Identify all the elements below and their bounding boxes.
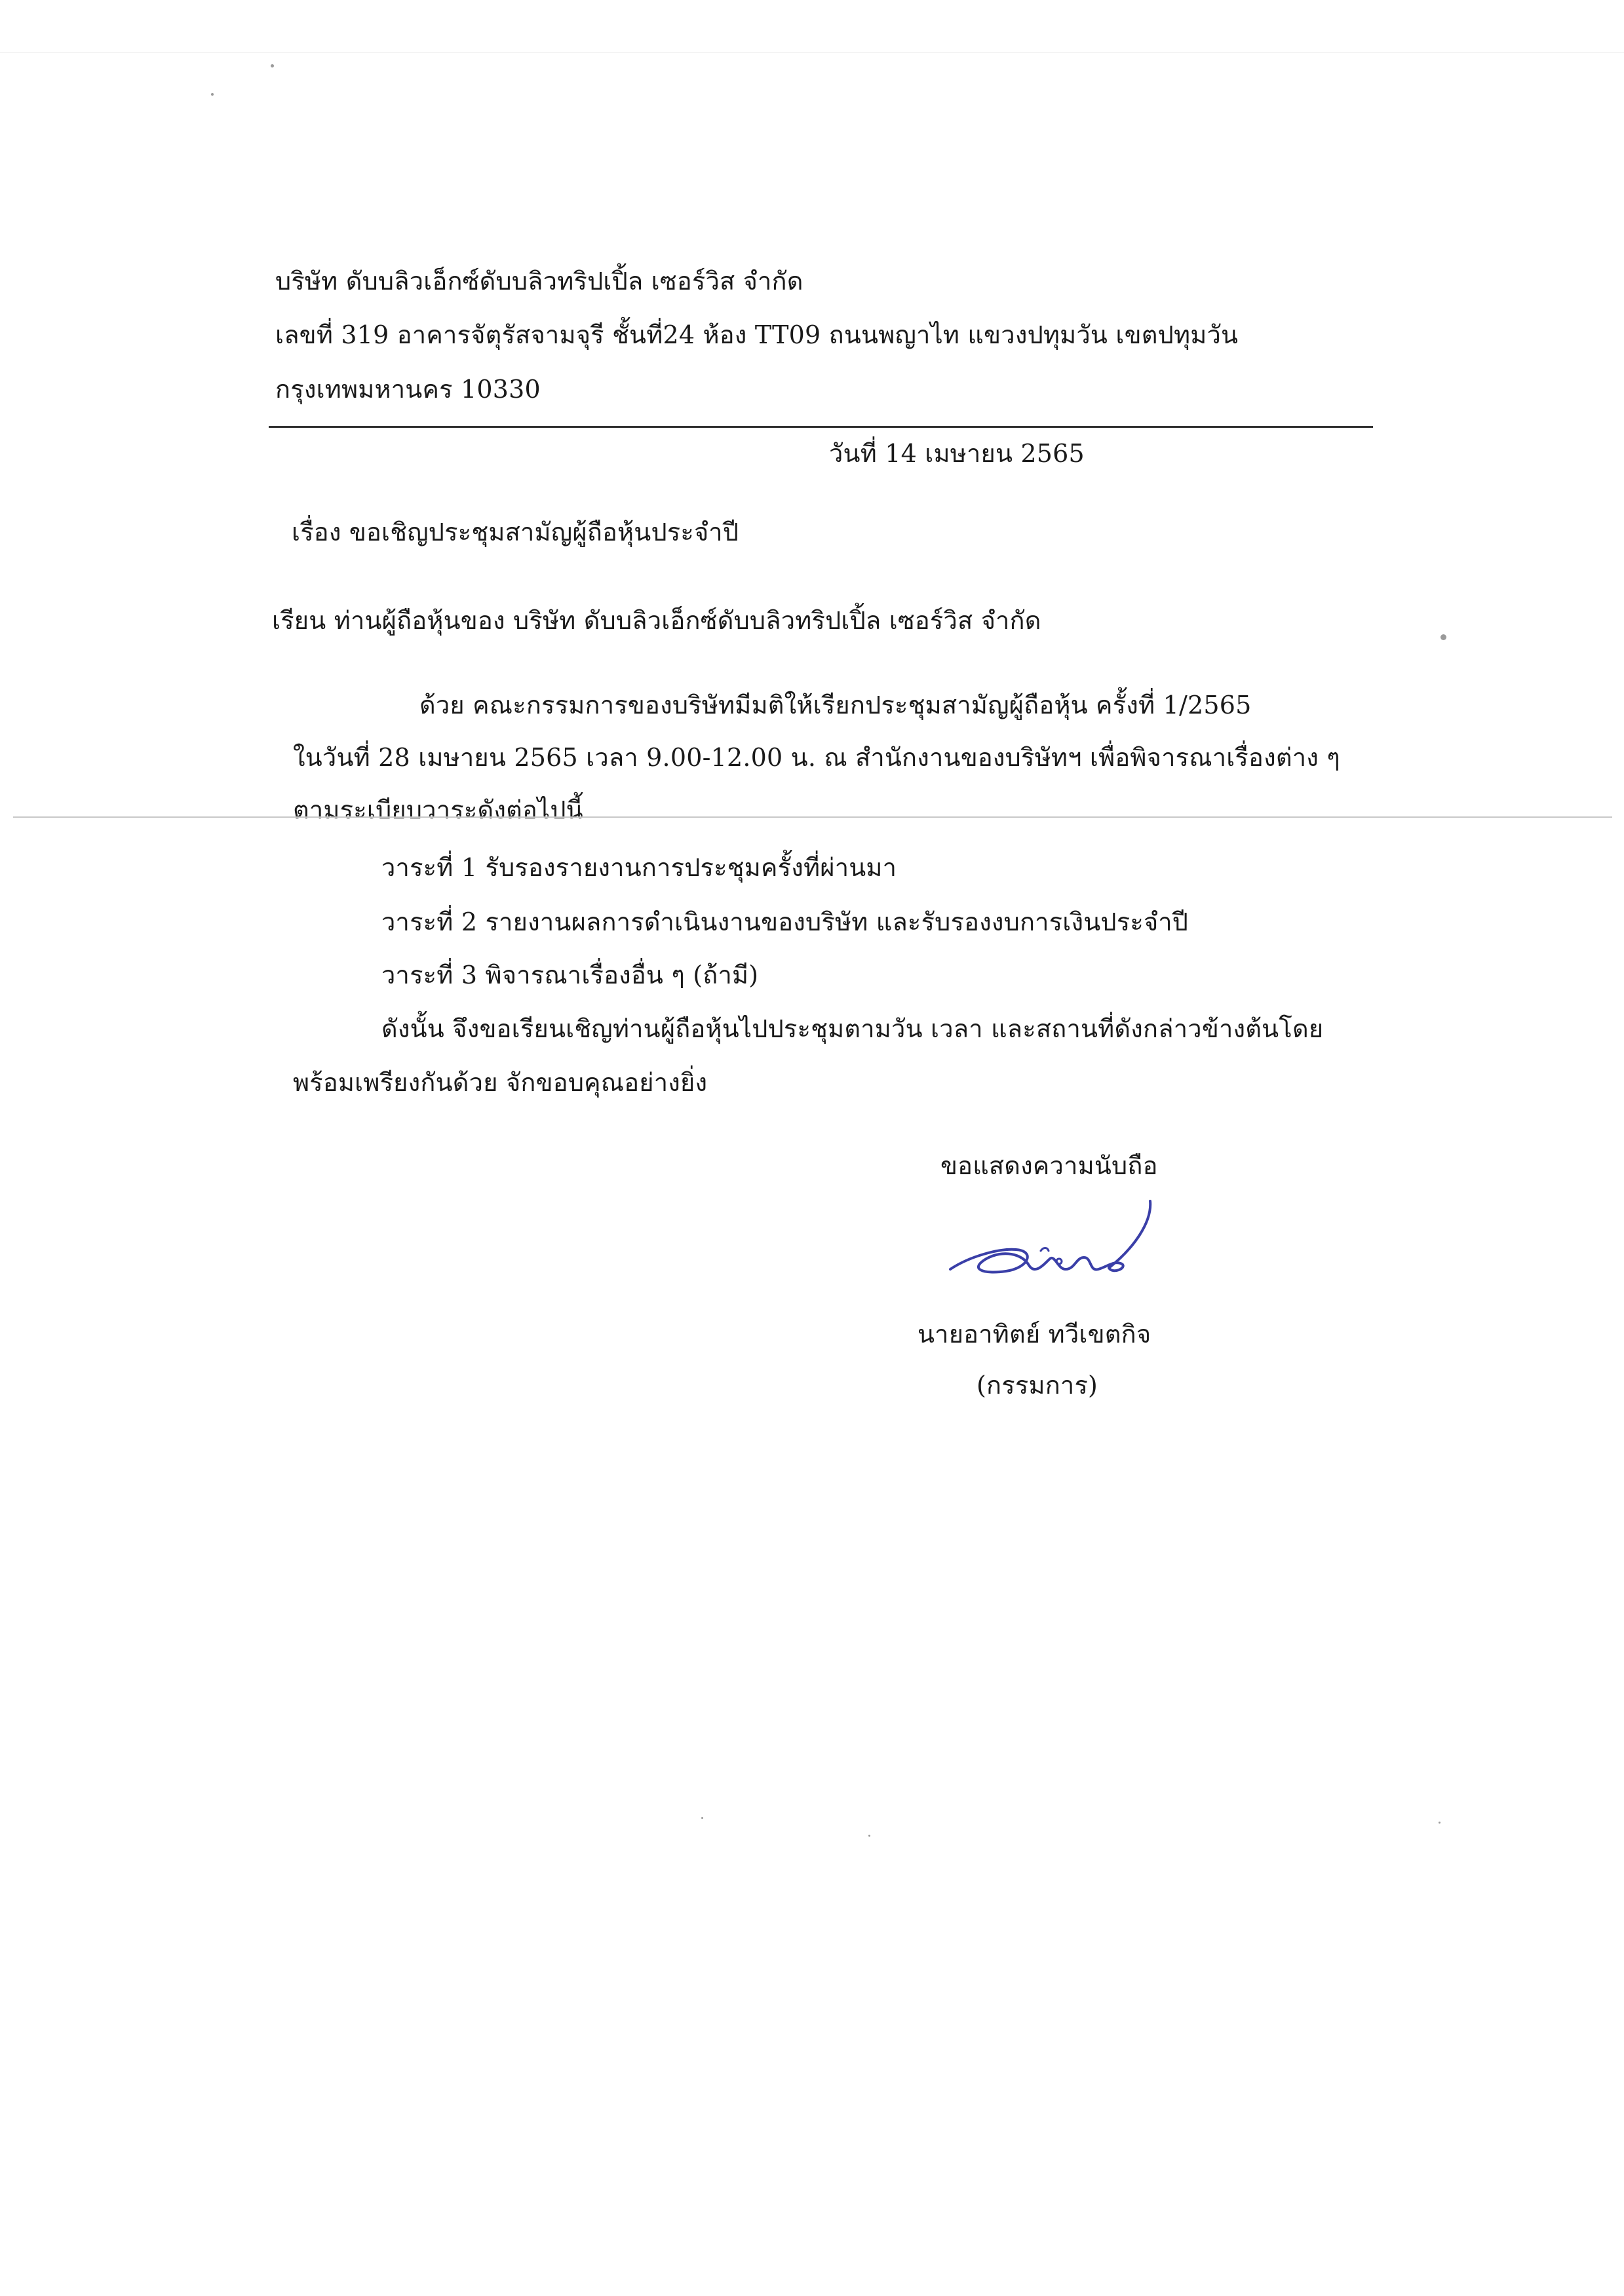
scan-speck [271,64,274,67]
letter-date: วันที่ 14 เมษายน 2565 [829,439,1085,468]
body-paragraph-2-line-1: ดังนั้น จึงขอเรียนเชิญท่านผู้ถือหุ้นไปประชุมตามวัน เวลา และสถานที่ดังกล่าวข้างต้นโดย [381,1014,1324,1043]
scan-speck [701,1817,703,1819]
signer-title: (กรรมการ) [976,1371,1098,1400]
scan-speck [1439,1822,1440,1824]
agenda-item: วาระที่ 1 รับรองรายงานการประชุมครั้งที่ผ่านมา [381,853,897,882]
body-paragraph-1-line-2: ในวันที่ 28 เมษายน 2565 เวลา 9.00-12.00 น. ณ สำนักงานของบริษัทฯ เพื่อพิจารณาเรื่องต่าง ๆ [293,743,1340,772]
scan-speck [211,93,214,96]
scan-speck [1440,634,1446,640]
closing-regards: ขอแสดงความนับถือ [940,1151,1158,1180]
letter-salutation: เรียน ท่านผู้ถือหุ้นของ บริษัท ดับบลิวเอ็กซ์ดับบลิวทริปเปิ้ล เซอร์วิส จำกัด [272,606,1041,635]
company-name: บริษัท ดับบลิวเอ็กซ์ดับบลิวทริปเปิ้ล เซอร์วิส จำกัด [275,267,803,296]
handwritten-signature [937,1196,1160,1294]
scan-edge-line [0,52,1624,53]
body-paragraph-1-line-1: ด้วย คณะกรรมการของบริษัทมีมติให้เรียกประชุมสามัญผู้ถือหุ้น ครั้งที่ 1/2565 [419,691,1252,719]
signer-name: นายอาทิตย์ ทวีเขตกิจ [918,1320,1151,1349]
letterhead-divider [269,426,1373,428]
address-line-2: กรุงเทพมหานคร 10330 [275,375,541,404]
scan-speck [868,1835,870,1837]
scan-artifact-line [13,816,1612,818]
body-paragraph-2-line-2: พร้อมเพรียงกันด้วย จักขอบคุณอย่างยิ่ง [293,1068,708,1097]
agenda-item: วาระที่ 2 รายงานผลการดำเนินงานของบริษัท และรับรองงบการเงินประจำปี [381,908,1189,936]
address-line-1: เลขที่ 319 อาคารจัตุรัสจามจุรี ชั้นที่24 ห้อง TT09 ถนนพญาไท แขวงปทุมวัน เขตปทุมวัน [275,320,1239,349]
letter-subject: เรื่อง ขอเชิญประชุมสามัญผู้ถือหุ้นประจำปี [292,518,739,546]
body-paragraph-1-line-3: ตามระเบียบวาระดังต่อไปนี้ [293,795,583,824]
agenda-item: วาระที่ 3 พิจารณาเรื่องอื่น ๆ (ถ้ามี) [381,961,759,989]
